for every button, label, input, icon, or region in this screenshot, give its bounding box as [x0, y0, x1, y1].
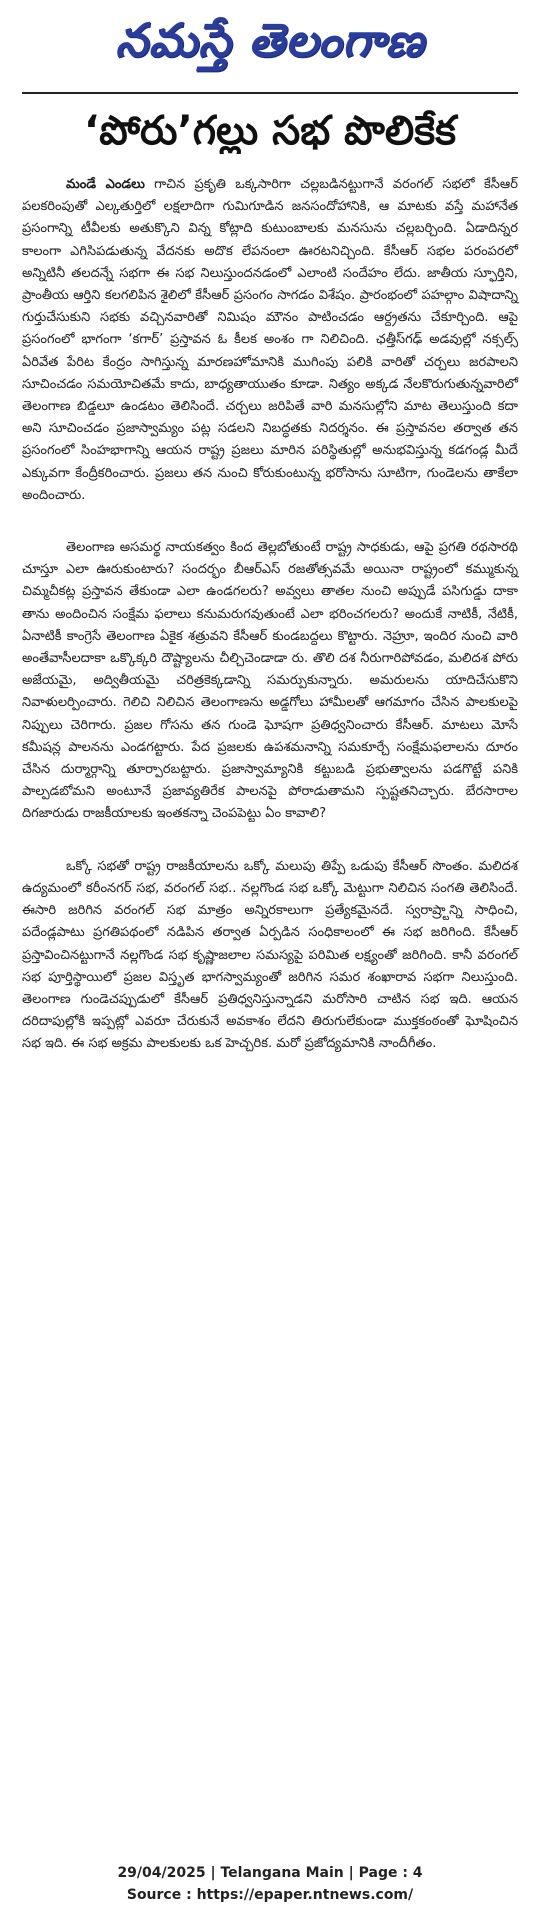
- article-paragraph-1: [22, 174, 518, 507]
- footer-edition-info: 29/04/2025 | Telangana Main | Page : 4: [117, 1865, 423, 1881]
- footer-source-link[interactable]: Source : https://epaper.ntnews.com/: [126, 1887, 414, 1903]
- article-paragraph-2: తెలంగాణ అసమర్థ నాయకత్వం కింద తెల్లబోతుంటే రాష్ట్ర సాధకుడు, ఆపై ప్రగతి రథసారథి చూస్తూ ఎలా ఊరుకుంటారు? సందర్భం బీఆర్ఎస్ రజతోత్సవమే అయినా రాష్ట్రంలో కమ్ముకున్న చిమ్మచీకట్ల ప్రస్తావన తేకుండా ఎలా ఉండగలరు? అవ్వలు తాతల నుంచి అప్పుడే పసిగుడ్డు దాకా తాను అందించిన సంక్షేమ ఫలాలు కనుమరుగవుతుంటే ఎలా భరించగలరు? అందుకే నాటికీ, నేటికీ, ఏనాటికీ కాంగ్రెసే తెలంగాణ ఏకైక శత్రువని కేసీఆర్ కుండబద్దలు కొట్టారు. నెహ్రూ, ఇందిర నుంచి వారి అంతేవాసీలదాకా ఒక్కొక్కరి దౌష్ట్యాలను చీల్చిచెండాడా రు. తొలి దశ నీరుగారిపోవడం, మలిదశ పోరు అజేయమై, అద్వితీయమై చరిత్రకెక్కడాన్ని సమర్పుకున్నారు. అమరులను యాదిచేసుకొని నివాళులర్పించారు. గెలిచి నిలిచిన తెలంగాణను అడ్డగోలు హామీలతో ఆగమాగం చేసిన పాలకులపై నిప్పులు చెరిగారు. ప్రజల గోసను తన గుండె ఘోషగా ప్రతిధ్వనించారు కేసీఆర్. మాటలు మోసే కమీషన్ల పాలనను ఎండగట్టారు. పేద ప్రజలకు ఉపశమనాన్ని సమకూర్చే సంక్షేమఫలాలను దూరం చేసిన దుర్మార్గాన్ని తూర్పారబట్టారు. ప్రజాస్వామ్యానికి కట్టుబడి ప్రభుత్వాలను పడగొట్టే పనికి పాల్పడబోమని అంటూనే ప్రజావ్యతిరేక పాలనపై పోరాడుతామని స్పష్టతనిచ్చారు. బేరసారాల దిగజారుడు రాజకీయాలకు ఇంతకన్నా చెంపపెట్టు ఏం కావాలి?: [22, 540, 518, 822]
- article-headline: ‘పోరు’గల్లు సభ పొలికేక: [84, 108, 456, 154]
- article-paragraph-3: ఒక్కో సభతో రాష్ట్ర రాజకీయాలను ఒక్కో మలుపు తిప్పే ఒడుపు కేసీఆర్ సొంతం. మలిదశ ఉద్యమంలో కరీంనగర్ సభ, వరంగల్ సభ.. నల్లగొండ సభ ఒక్కో మెట్టుగా నిలిచిన సంగతి తెలిసిందే. ఈసారి జరిగిన వరంగల్ సభ మాత్రం అన్నిరకాలుగా ప్రత్యేకమైనదే. స్వరాష్ర్టాన్ని సాధించి, పదేండ్లపాటు ప్రగతిపథంలో నడిపిన తర్వాత ఏర్పడిన సంధికాలంలో ఈ సభ జరిగింది. కేసీఆర్ ప్రస్తావించినట్టుగానే నల్లగొండ సభ కృష్ణాజలాల సమస్యపై పరిమిత లక్ష్యంతో జరిగింది. కానీ వరంగల్ సభ పూర్తిస్థాయిలో ప్రజల విస్తృత భాగస్వామ్యంతో జరిగిన సమర శంఖారావ సభగా నిలుస్తుంది. తెలంగాణ గుండెచప్పుడులో కేసీఆర్ ప్రతిధ్వనిస్తున్నాడని మరోసారి చాటిన సభ ఇది. ఆయన దరిదాపుల్లోకి ఇప్పట్లో ఎవరూ చేరుకునే అవకాశం లేదని తిరుగులేకుండా ముక్తకంఠంతో ఘోషించిన సభ ఇది. ఈ సభ అక్రమ పాలకులకు ఒక హెచ్చరిక. మరో ప్రజోద్యమానికి నాందీగీతం.: [22, 858, 518, 1052]
- masthead: [22, 0, 518, 92]
- article-body: [22, 174, 518, 1056]
- paragraph-1-text: గాచిన ప్రకృతి ఒక్కసారిగా చల్లబడినట్టుగానే వరంగల్ సభలో కేసీఆర్ పలకరింపుతో ఎల్కతుర్తిలో లక్షలాదిగా గుమిగూడిన జనసందోహానికి, ఆ మాటకు వస్తే మహానేత ప్రసంగాన్ని టీవీలకు అతుక్కొని విన్న కోట్లాది కుటుంబాలకు మనసును చల్లబర్చింది. ఏడాదిన్నర కాలంగా ఎగిసిపడుతున్న వేదనకు అదొక లేపనంలా ఊరటనిచ్చింది. కేసీఆర్ సభల పరంపరలో అన్నిటినీ తలదన్నే సభగా ఈ సభ నిలుస్తుందనడంలో ఎలాంటి సందేహం లేదు. జాతీయ స్ఫూర్తిని, ప్రాంతీయ ఆర్తిని కలగలిపిన శైలిలో కేసీఆర్ ప్రసంగం సాగడం విశేషం. ప్రారంభంలో పహల్గాం విషాదాన్ని గుర్తుచేసుకుని సభకు వచ్చినవారితో నిమిషం మౌనం పాటించడం ఆర్ద్రతను చేకూర్చింది. ఆపై ప్రసంగంలో భాగంగా ‘కగార్’ ప్రస్తావన ఓ కీలక అంశం గా నిలిచింది. ఛత్తీస్‌గఢ్ అడవుల్లో నక్సల్స్ ఏరివేత పేరిట కేంద్రం సాగిస్తున్న మారణహోమానికి ముగింపు పలికి వారితో చర్చలు జరపాలని సూచించడం సమయోచితమే కాదు, బాధ్యతాయుతం కూడా. నిత్యం అక్కడ నేలకొరుగుతున్నవారిలో తెలంగాణ బిడ్డలూ ఉండటం తెలిసిందే. చర్చలు జరిపితే వారి మనసుల్లోని మాట తెలుస్తుంది కదా అని సూచించడం ప్రజాస్వామ్యం పట్ల సడలని నిబద్ధతకు నిదర్శనం. ఈ ప్రస్తావనల తర్వాత తన ప్రసంగంలో సింహభాగాన్ని ఆయన రాష్ట్ర ప్రజలు మారిన పరిస్థితుల్లో అనుభవిస్తున్న కడగండ్ల మీదే ఎక్కువగా కేంద్రీకరించారు. ప్రజలు తన నుంచి కోరుకుంటున్న భరోసాను సూటిగా, గుండెలను తాకేలా అందించారు.: [22, 177, 518, 503]
- page-footer: [0, 1862, 540, 1906]
- newspaper-logo: నమస్తే తెలంగాణ: [115, 13, 425, 67]
- lead-words: మండే ఎండలు: [66, 177, 145, 192]
- masthead-divider: [22, 92, 518, 94]
